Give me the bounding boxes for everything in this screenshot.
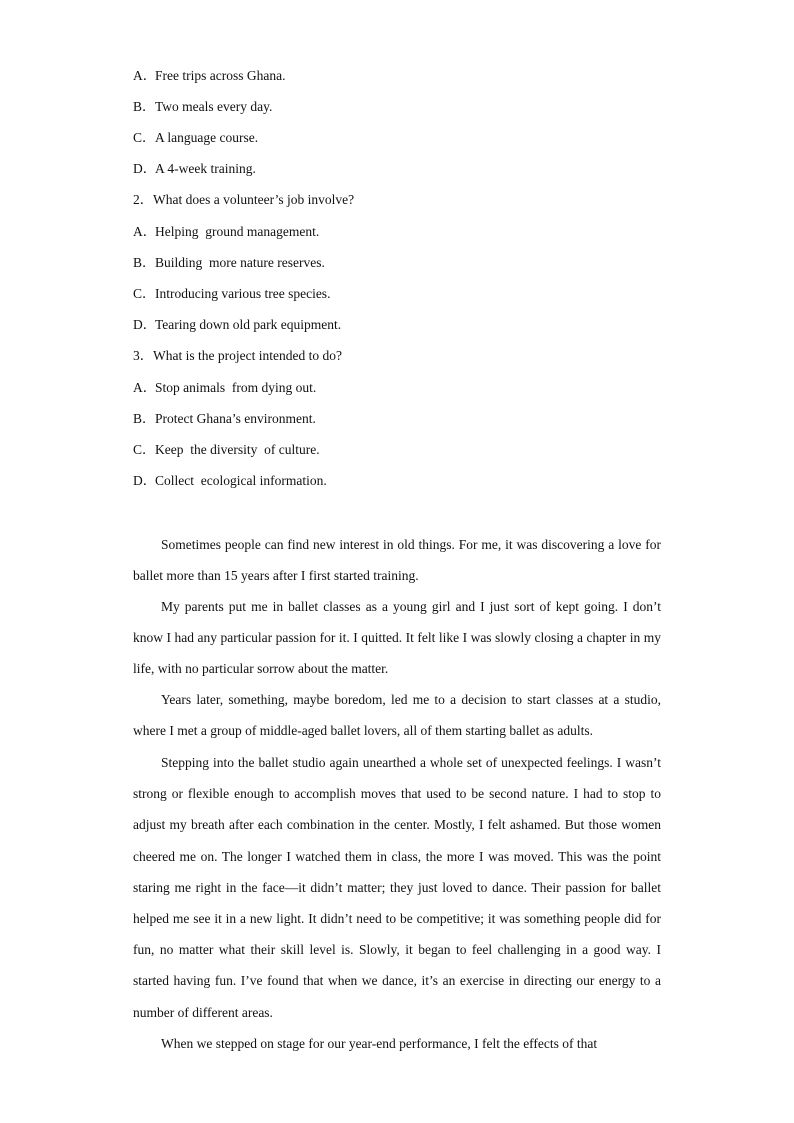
- question-number: 3．: [133, 348, 154, 363]
- option-letter: C．: [133, 442, 156, 457]
- option-text: Two meals every day.: [155, 99, 273, 114]
- q3-option-d: [133, 473, 327, 489]
- q1-option-a: [133, 68, 285, 84]
- option-text: Free trips across Ghana.: [155, 68, 286, 83]
- question-number: 2．: [133, 192, 154, 207]
- q3-question: [133, 348, 342, 364]
- q3-option-a: [133, 380, 316, 396]
- q2-question: [133, 192, 354, 208]
- option-letter: D．: [133, 161, 157, 176]
- q1-option-c: [133, 130, 258, 146]
- option-text: Collect ecological information.: [155, 473, 327, 488]
- option-letter: A．: [133, 68, 157, 83]
- q3-option-c: [133, 442, 320, 458]
- passage-paragraph-4: Stepping into the ballet studio again unearthed a whole set of unexpected feelings. I wasn’t strong or flexible enough to accomplish moves that used to be second nature. I had to stop to adjust my breath after each combination in the center. Mostly, I felt ashamed. But those women cheered me on. The longer I watched them in class, the more I was moved. This was the point staring me right in the face—it didn’t matter; they just loved to dance. Their passion for ballet helped me see it in a new light. It didn’t need to be competitive; it was something people did for fun, no matter what their skill level is. Slowly, it began to feel challenging in a good way. I started having fun. I’ve found that when we dance, it’s an exercise in directing our energy to a number of different areas.: [133, 755, 661, 1020]
- q1-option-b: [133, 99, 272, 115]
- option-letter: B．: [133, 255, 156, 270]
- option-text: Tearing down old park equipment.: [155, 317, 342, 332]
- passage-paragraph-2: My parents put me in ballet classes as a young girl and I just sort of kept going. I don’t know I had any particular passion for it. I quitted. It felt like I was slowly closing a chapter in my life, with no particular sorrow about the matter.: [133, 599, 661, 677]
- passage-paragraph-3: Years later, something, maybe boredom, led me to a decision to start classes at a studio, where I met a group of middle-aged ballet lovers, all of them starting ballet as adults.: [133, 692, 661, 739]
- q1-option-d: [133, 161, 256, 177]
- option-letter: D．: [133, 317, 157, 332]
- option-text: Stop animals from dying out.: [155, 380, 317, 395]
- passage-paragraph-1: Sometimes people can find new interest in old things. For me, it was discovering a love for ballet more than 15 years after I first started training.: [133, 537, 661, 584]
- option-text: Introducing various tree species.: [155, 286, 331, 301]
- option-text: Keep the diversity of culture.: [155, 442, 320, 457]
- option-text: A 4-week training.: [155, 161, 256, 176]
- question-text: What is the project intended to do?: [153, 348, 342, 363]
- passage-paragraph-5: When we stepped on stage for our year-end performance, I felt the effects of that: [161, 1036, 598, 1051]
- option-text: Building more nature reserves.: [155, 255, 325, 270]
- q2-option-a: [133, 224, 319, 240]
- option-letter: A．: [133, 380, 157, 395]
- option-text: Protect Ghana’s environment.: [155, 411, 316, 426]
- option-letter: C．: [133, 130, 156, 145]
- option-letter: C．: [133, 286, 156, 301]
- option-text: Helping ground management.: [155, 224, 320, 239]
- question-text: What does a volunteer’s job involve?: [153, 192, 355, 207]
- option-letter: B．: [133, 99, 156, 114]
- option-text: A language course.: [155, 130, 259, 145]
- q2-option-d: [133, 317, 341, 333]
- option-letter: A．: [133, 224, 157, 239]
- q2-option-b: [133, 255, 325, 271]
- q3-option-b: [133, 411, 316, 427]
- option-letter: D．: [133, 473, 157, 488]
- q2-option-c: [133, 286, 330, 302]
- option-letter: B．: [133, 411, 156, 426]
